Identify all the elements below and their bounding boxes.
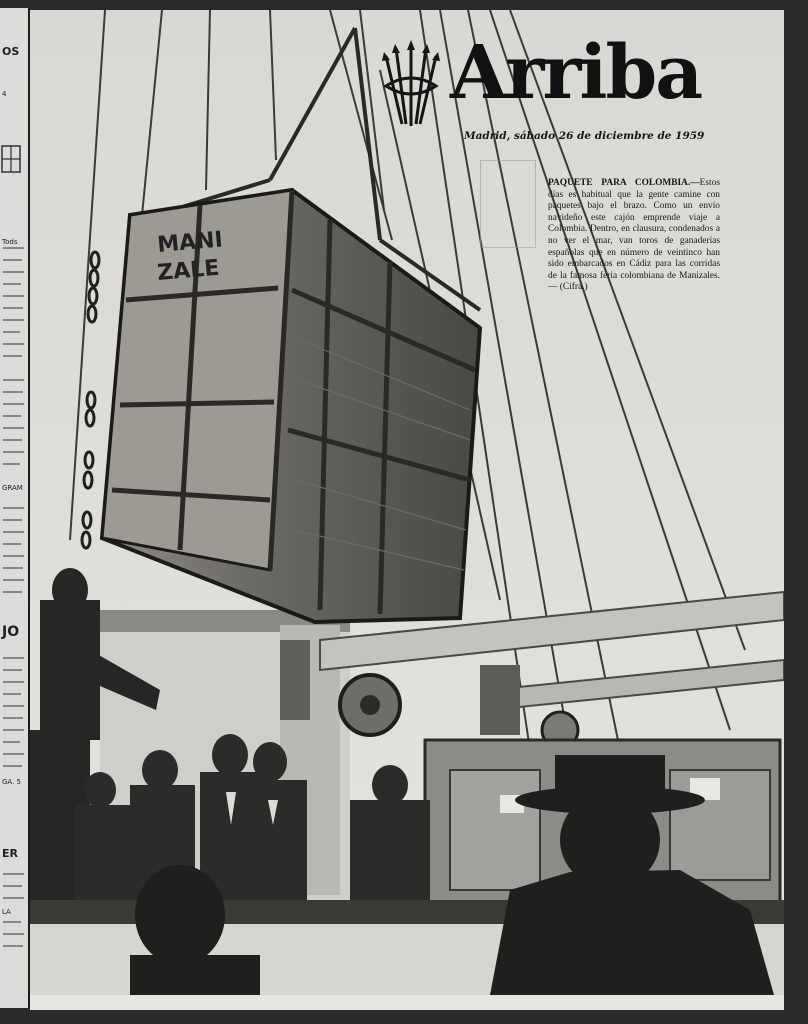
cargo-photo xyxy=(30,10,784,995)
adjacent-fragment: 4 xyxy=(2,90,7,98)
caption-body: Estos días es habitual que la gente camine con paquetes bajo el brazo. Como un envío navideño este cajón emprende viaje a Colombia. Dentro, en clausura, condenados a no ver el mar, van toros de ganaderías españolas que en número de veintinco han sido embarcados en Cádiz para las corridas de la famosa feria colombiana de Manizales. — (Cifra.) xyxy=(548,178,720,293)
adjacent-fragment: Tods xyxy=(2,238,18,246)
crate-lettering-line-1: MANI xyxy=(156,227,224,258)
masthead xyxy=(380,30,780,148)
adjacent-fragment: ER xyxy=(2,847,18,860)
adjacent-fragment: LA xyxy=(2,908,11,916)
caption-headline: PAQUETE PARA COLOMBIA.— xyxy=(548,178,700,188)
adjacent-fragment: GRAM xyxy=(2,484,23,492)
photo-caption xyxy=(548,178,720,294)
adjacent-page-strip xyxy=(0,8,30,1008)
newspaper-title: Arriba xyxy=(450,30,702,116)
newspaper-page xyxy=(30,10,784,1010)
library-stamp xyxy=(480,160,536,248)
yoke-and-arrows-icon xyxy=(380,40,442,130)
adjacent-fragment: JO xyxy=(2,624,20,640)
adjacent-fragment: OS xyxy=(2,45,20,58)
dateline: Madrid, sábado 26 de diciembre de 1959 xyxy=(464,130,705,142)
crate-lettering-line-2: ZALE xyxy=(156,255,221,286)
adjacent-text-lines xyxy=(0,8,28,1008)
adjacent-fragment: GA. 5 xyxy=(2,778,21,786)
